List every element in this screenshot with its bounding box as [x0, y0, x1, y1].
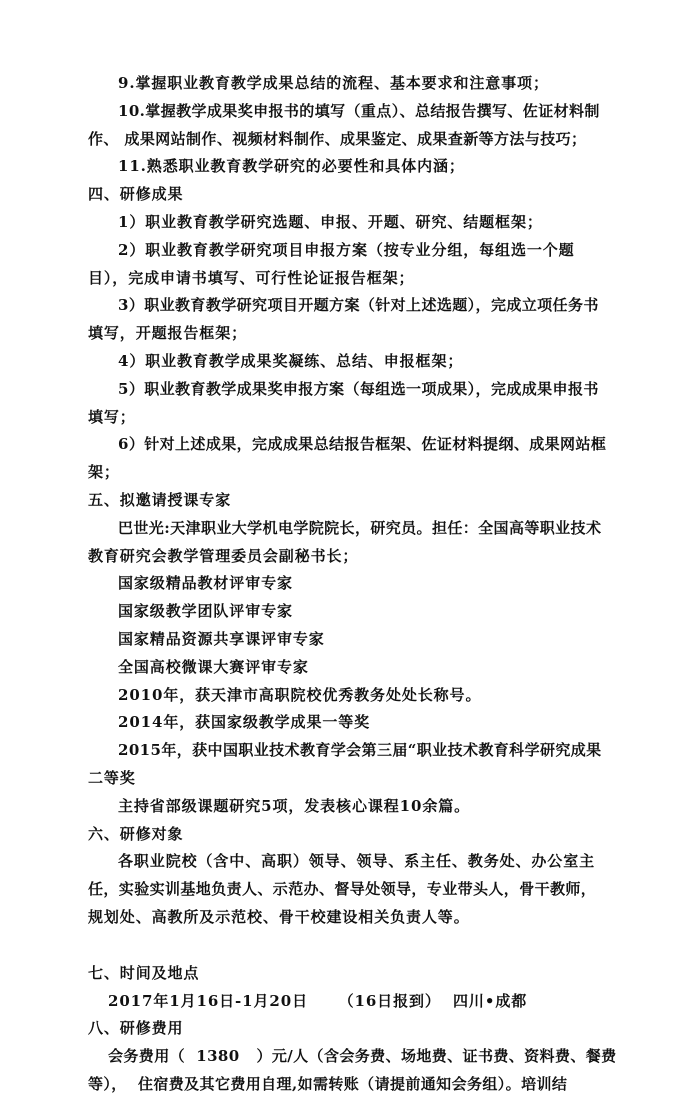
text-line: 作、 成果网站制作、视频材料制作、成果鉴定、成果查新等方法与技巧；: [88, 129, 587, 148]
text-line: 2）职业教育教学研究项目申报方案（按专业分组，每组选一个题: [118, 240, 575, 259]
section-heading: 七、时间及地点: [88, 963, 200, 982]
text-line: 9.掌握职业教育教学成果总结的流程、基本要求和注意事项；: [118, 74, 549, 92]
section-heading: 八、研修费用: [88, 1019, 184, 1038]
text-line: 1）职业教育教学研究选题、申报、开题、研究、结题框架；: [118, 212, 543, 231]
section-heading: 六、研修对象: [88, 824, 184, 843]
text-line: 巴世光:天津职业大学机电学院院长，研究员。担任：全国高等职业技术: [118, 518, 602, 537]
date-location-line: 2017年1月16日-1月20日 （16日报到） 四川•成都: [108, 991, 528, 1010]
text-line: 国家精品资源共享课评审专家: [118, 629, 325, 648]
text-line: 任，实验实训基地负责人、示范办、督导处领导，专业带头人，骨干教师，: [88, 880, 597, 899]
text-line: 架；: [88, 463, 120, 482]
text-line: 目），完成申请书填写、可行性论证报告框架；: [88, 268, 415, 287]
text-line: 全国高校微课大赛评审专家: [118, 657, 309, 676]
text-line: 填写；: [88, 407, 136, 426]
blank-line: [88, 932, 644, 960]
text-line: 填写，开题报告框架；: [88, 324, 248, 343]
text-line: 规划处、高教所及示范校、骨干校建设相关负责人等。: [88, 907, 470, 926]
text-line: 国家级教学团队评审专家: [118, 602, 293, 621]
text-line: 11.熟悉职业教育教学研究的必要性和具体内涵；: [118, 157, 465, 176]
text-line: 6）针对上述成果，完成成果总结报告框架、佐证材料提纲、成果网站框: [118, 435, 607, 454]
text-line: 2010年，获天津市高职院校优秀教务处处长称号。: [118, 685, 482, 704]
text-line: 教育研究会教学管理委员会副秘书长；: [88, 546, 359, 565]
text-line: 各职业院校（含中、高职）领导、领导、系主任、教务处、办公室主: [118, 852, 596, 871]
text-line: 2015年，获中国职业技术教育学会第三届“职业技术教育科学研究成果: [118, 741, 602, 760]
text-line: 二等奖: [88, 768, 136, 787]
text-line: 3）职业教育教学研究项目开题方案（针对上述选题），完成立项任务书: [118, 296, 599, 315]
text-line: 国家级精品教材评审专家: [118, 574, 293, 593]
text-line: 2014年，获国家级教学成果一等奖: [118, 713, 371, 732]
text-line: 等）， 住宿费及其它费用自理,如需转账（请提前通知会务组）。培训结: [88, 1074, 568, 1093]
fee-line: 会务费用（ 1380 ）元/人（含会务费、场地费、证书费、资料费、餐费: [108, 1047, 617, 1066]
text-line: 4）职业教育教学成果奖凝练、总结、申报框架；: [118, 351, 464, 370]
section-heading: 四、研修成果: [88, 185, 184, 204]
section-heading: 五、拟邀请授课专家: [88, 490, 232, 509]
text-line: 10.掌握教学成果奖申报书的填写（重点）、总结报告撰写、佐证材料制: [118, 101, 600, 120]
text-line: 主持省部级课题研究5项，发表核心课程10余篇。: [118, 796, 471, 815]
text-line: 5）职业教育教学成果奖申报方案（每组选一项成果），完成成果申报书: [118, 379, 599, 398]
